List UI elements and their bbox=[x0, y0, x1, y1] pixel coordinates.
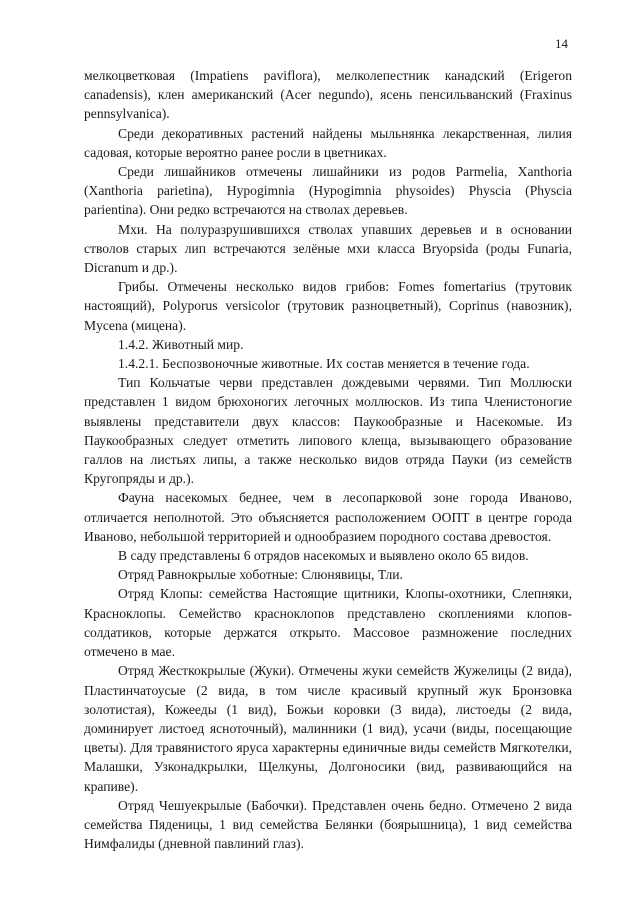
paragraph: Мхи. На полуразрушившихся стволах упавших деревьев и в основании стволов старых лип встречаются зелёные мхи класса Bryopsida (роды Funaria, Dicranum и др.). bbox=[84, 221, 572, 276]
page-number: 14 bbox=[555, 36, 568, 51]
paragraph: мелкоцветковая (Impatiens paviflora), мелколепестник канадский (Erigeron canadensis), клен американский (Acer negundo), ясень пенсильванский (Fraxinus pennsylvanica). bbox=[84, 68, 572, 122]
paragraph: Фауна насекомых беднее, чем в лесопарковой зоне города Иваново, отличается неполнотой. Это объясняется расположением ООПТ в центре города Иваново, небольшой территорией и однообразием породного состава древостоя. bbox=[84, 490, 572, 544]
paragraph: Грибы. Отмечены несколько видов грибов: Fomes fomertarius (трутовик настоящий), Polyporus versicolor (трутовик разноцветный), Coprinus (навозник), Mycena (мицена). bbox=[84, 279, 572, 333]
paragraph: Среди декоративных растений найдены мыльнянка лекарственная, лилия садовая, которые вероятно ранее росли в цветниках. bbox=[84, 125, 572, 160]
document-body bbox=[84, 66, 572, 853]
paragraph: Отряд Клопы: семейства Настоящие щитники, Клопы-охотники, Слепняки, Краснoклопы. Семейство красноклопов представлено скоплениями клопов-солдатиков, которые держатся открыто. Массовое размножение последних отмечено в мае. bbox=[84, 586, 572, 660]
paragraph: Среди лишайников отмечены лишайники из родов Parmelia, Xanthoria (Xanthoria parietina), Hypogimnia (Hypogimnia physoides) Physcia (Physcia parientina). Они редко встречаются на стволах деревьев. bbox=[84, 164, 572, 218]
subsection-heading: 1.4.2.1. Беспозвоночные животные. Их состав меняется в течение года. bbox=[118, 356, 530, 372]
paragraph: Тип Кольчатые черви представлен дождевыми червями. Тип Моллюски представлен 1 видом брюхоногих легочных моллюсков. Из типа Членистоногие выявлены представители двух классов: Паукообразные и Насекомые. Из Паукообразных следует отметить липового клеща, вызывающего образование галлов на листьях липы, а также несколько видов отряда Пауки (из семейств Кругопряды и др.). bbox=[84, 375, 572, 487]
paragraph: В саду представлены 6 отрядов насекомых и выявлено около 65 видов. bbox=[118, 548, 529, 564]
paragraph: Отряд Чешуекрылые (Бабочки). Представлен очень бедно. Отмечено 2 вида семейства Пяденицы, 1 вид семейства Белянки (боярышница), 1 вид семейства Нимфалиды (дневной павлиний глаз). bbox=[84, 797, 572, 852]
paragraph: Отряд Жесткокрылые (Жуки). Отмечены жуки семейств Жужелицы (2 вида), Пластинчатоусые (2 вида, в том числе красивый крупный жук Бронзовка золотистая), Кожееды (1 вид), Божьи коровки (3 вида), листоеды (2 вида, доминирует листоед ясноточный), малинники (1 вид), усачи (виды, посещающие цветы). Для травянистого яруса характерны единичные виды семейств Мягкотелки, Малашки, Узконадкрылки, Щелкуны, Долгоносики (вид, развивающийся на крапиве). bbox=[84, 663, 572, 794]
paragraph: Отряд Равнокрылые хоботные: Слюнявицы, Тли. bbox=[118, 567, 403, 583]
section-heading: 1.4.2. Животный мир. bbox=[118, 336, 244, 352]
